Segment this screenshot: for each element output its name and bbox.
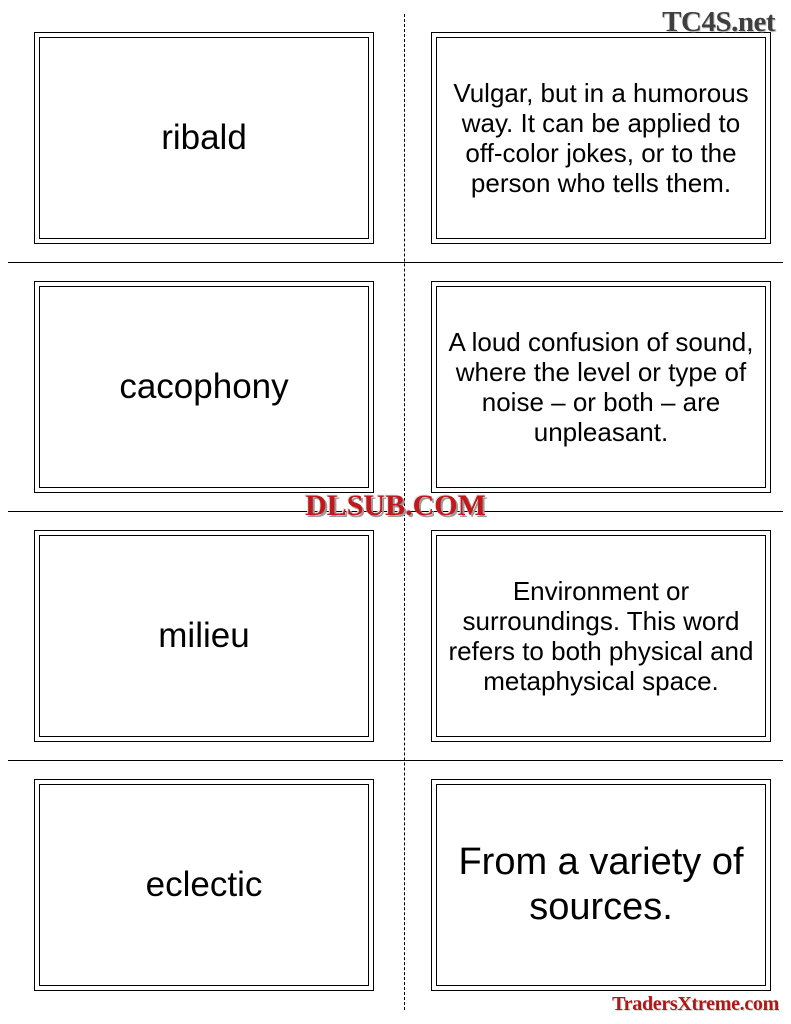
card-inner-frame — [436, 784, 766, 986]
card-frame — [431, 530, 771, 742]
flashcard-term: milieu — [158, 615, 250, 655]
flashcard-term-cell — [8, 761, 396, 1009]
card-inner-frame — [39, 784, 369, 986]
horizontal-cut-guide-1 — [8, 262, 783, 263]
flashcard-definition: A loud confusion of sound, where the level or type of noise – or both – are unpleasant. — [448, 326, 754, 448]
card-frame — [431, 32, 771, 244]
watermark-center: DLSUB.COM — [305, 489, 486, 522]
flashcard-term-cell — [8, 14, 396, 262]
watermark-top-right: TC4S.net — [662, 6, 775, 38]
card-inner-frame — [436, 286, 766, 488]
card-frame — [431, 779, 771, 991]
flashcard-definition-cell — [405, 263, 791, 511]
flashcard-term: cacophony — [119, 366, 289, 406]
card-inner-frame — [436, 37, 766, 239]
card-inner-frame — [39, 535, 369, 737]
watermark-bottom-right: TradersXtreme.com — [612, 993, 779, 1015]
card-inner-frame — [39, 286, 369, 488]
flashcard-term-cell — [8, 263, 396, 511]
card-frame — [34, 779, 374, 991]
card-frame — [431, 281, 771, 493]
card-frame — [34, 281, 374, 493]
flashcard-definition: Environment or surroundings. This word refers to both physical and metaphysical space. — [448, 575, 754, 697]
flashcard-definition-cell — [405, 14, 791, 262]
horizontal-cut-guide-3 — [8, 760, 783, 761]
card-inner-frame — [39, 37, 369, 239]
flashcard-definition: Vulgar, but in a humorous way. It can be applied to off-color jokes, or to the person who tells them. — [453, 77, 749, 199]
card-frame — [34, 530, 374, 742]
flashcard-definition-cell — [405, 761, 791, 1009]
flashcard-term: ribald — [161, 117, 247, 157]
flashcard-term-cell — [8, 512, 396, 760]
flashcard-definition: From a variety of sources. — [458, 841, 744, 928]
flashcard-definition-cell — [405, 512, 791, 760]
flashcard-term: eclectic — [145, 864, 263, 904]
card-inner-frame — [436, 535, 766, 737]
card-frame — [34, 32, 374, 244]
